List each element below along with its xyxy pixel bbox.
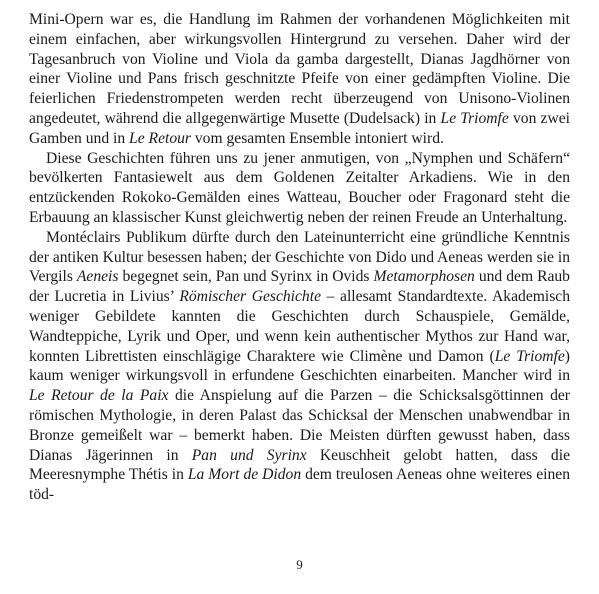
italic-title: Römischer Geschichte [179, 288, 321, 306]
text-segment: – allesamt Standardtexte. Akademisch weniger Gebildete kannten die Geschichten durch Schauspiele, Gemälde, Wandteppiche, Lyrik und Oper, und wenn kein authentischer Mythos zur Hand war, konnten Librettisten einschlägige Charaktere wie Climène und Damon ( [29, 288, 570, 365]
italic-title: Metamorphosen [373, 268, 475, 286]
text-segment: Keuschheit gelobt hatten, dass die Meeresnymphe Thétis in [29, 446, 570, 484]
text-segment: ) kaum weniger wirkungsvoll in erfundene Geschichten einarbeiten. Mancher wird in [29, 347, 570, 385]
body-text [29, 10, 570, 505]
text-segment: die Anspielung auf die Parzen – die Schicksalsgöttinnen der römischen Mythologie, in deren Palast das Schicksal der Menschen unabwendbar in Bronze gemeißelt war – bemerkt haben. Die Meisten dürften gewusst haben, dass Dianas Jägerinnen in [29, 387, 570, 464]
italic-title: Le Retour de la Paix [29, 387, 169, 405]
italic-title: Le Retour [129, 129, 191, 147]
text-segment: Montéclairs Publikum dürfte durch den Lateinunterricht eine gründliche Kenntnis der antiken Kultur besessen haben; der Geschichte von Dido und Aeneas werden sie in Vergils [29, 228, 570, 286]
page-number: 9 [296, 557, 303, 572]
text-segment: von zwei Gamben und in [29, 109, 570, 147]
text-segment: und dem Raub der Lucretia in Livius’ [29, 268, 570, 306]
text-segment: vom gesamten Ensemble intoniert wird. [190, 129, 444, 147]
text-segment: Diese Geschichten führen uns zu jener anmutigen, von „Nymphen und Schäfern“ bevölkerten Fantasiewelt aus dem Goldenen Zeitalter Arkadiens. Wie in den entzückenden Rokoko-Gemälden eines Watteau, Boucher oder Fragonard steht die Erbauung an klassischer Kunst gleichwertig neben der reinen Freude an Unterhaltung. [29, 149, 570, 226]
italic-title: Pan und Syrinx [191, 446, 307, 464]
italic-title: La Mort de Didon [187, 466, 302, 484]
paragraph-2 [29, 149, 570, 228]
italic-title: Le Triomfe [440, 109, 509, 127]
italic-title: Le Triomfe [494, 347, 565, 365]
text-segment: Mini-Opern war es, die Handlung im Rahmen der vorhandenen Möglichkeiten mit einem einfachen, aber wirkungsvollen Hintergrund zu versehen. Daher wird der Tagesanbruch von Violine und Viola da gamba dargestellt, Dianas Jagdhörner von einer Violine und Pans frisch geschnitzte Pfeife von einer gedämpften Violine. Die feierlichen Friedenstrompeten werden recht überzeugend von Unisono-Violinen angedeutet, während die allgegenwärtige Musette (Dudelsack) in [29, 11, 570, 127]
paragraph-3 [29, 228, 570, 505]
italic-title: Aeneis [76, 268, 119, 286]
paragraph-1 [29, 10, 570, 149]
text-segment: dem treulosen Aeneas ohne weiteres einen töd- [29, 466, 570, 504]
text-segment: begegnet sein, Pan und Syrinx in Ovids [118, 268, 374, 286]
